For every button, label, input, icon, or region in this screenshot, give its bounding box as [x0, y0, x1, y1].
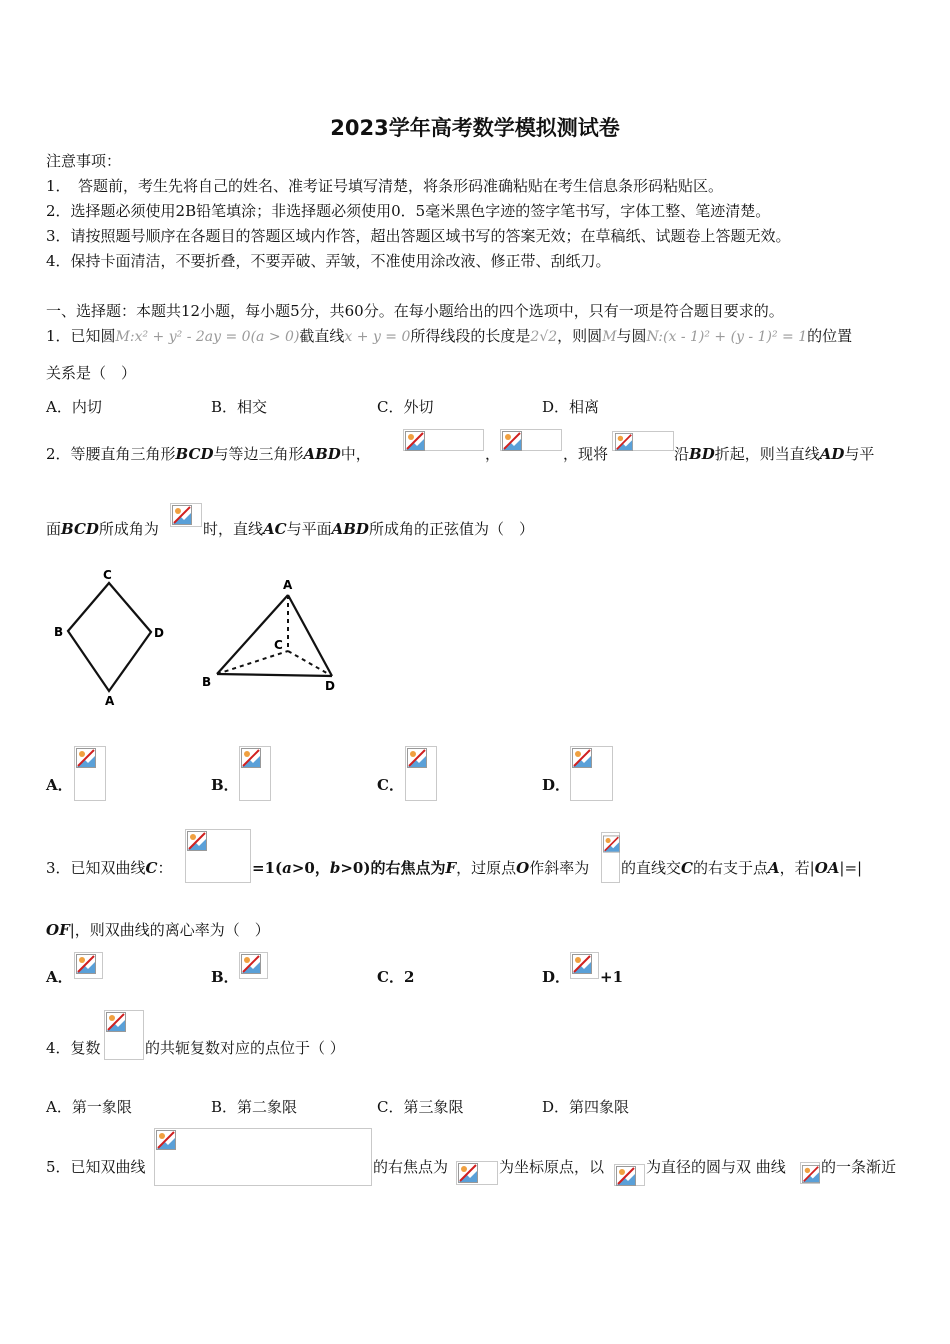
notice-item-3: 3．请按照题号顺序在各题目的答题区域内作答，超出答题区域书写的答案无效；在草稿纸、试题卷上答题无效。 — [46, 227, 791, 245]
q2-option-c: C． — [377, 776, 404, 794]
q3-text: 的直线交 — [621, 859, 682, 877]
q1-text: 1．已知圆 — [46, 327, 116, 345]
q1-option-a: A．内切 — [46, 398, 102, 416]
figure-tetrahedron — [195, 572, 345, 697]
q5-text-d: 为直径的圆与双 曲线 — [646, 1158, 786, 1176]
fig1-label-a: A — [105, 694, 115, 708]
q3-text: ，若| — [779, 859, 815, 877]
q3-text: 作斜率为 — [529, 859, 590, 877]
q3-option-d-suffix: +1 — [600, 968, 624, 986]
q4-option-c: C．第三象限 — [377, 1098, 464, 1116]
q2-line2-a — [46, 519, 159, 539]
fig2-label-c: C — [274, 638, 283, 652]
q2-text-a — [46, 444, 371, 464]
q4-option-d: D．第四象限 — [542, 1098, 630, 1116]
q3-text: >0)的右焦点为 — [340, 859, 446, 877]
broken-image-icon — [570, 746, 613, 801]
q2-text: 折起，则当直线 — [714, 445, 820, 463]
q2-var-bd: BD — [689, 445, 715, 463]
q2-option-b: B． — [211, 776, 239, 794]
q1-line-2: 关系是（ ） — [46, 364, 137, 382]
q3-text: >0， — [291, 859, 330, 877]
q4-option-b: B．第二象限 — [211, 1098, 298, 1116]
fig2-label-a: A — [283, 578, 293, 592]
q1-option-c: C．外切 — [377, 398, 434, 416]
q3-option-a: A． — [46, 968, 73, 986]
q4-text-a: 4．复数 — [46, 1039, 101, 1057]
q3-var-oa: OA — [814, 859, 840, 877]
question-1 — [46, 326, 852, 347]
q1-text: ，则圆 — [557, 327, 603, 345]
broken-image-icon — [601, 832, 620, 883]
q2-var-bcd: BCD — [61, 520, 99, 538]
q3-var-of: OF — [46, 921, 70, 939]
q4-text-b: 的共轭复数对应的点位于（ ） — [145, 1039, 345, 1057]
fig1-label-b: B — [54, 625, 64, 639]
q3-option-d: D． — [542, 968, 571, 986]
q1-math-line: x + y = 0 — [344, 329, 411, 345]
q2-var-bcd: BCD — [175, 445, 214, 463]
broken-image-icon — [612, 431, 674, 451]
q2-text: 与平面 — [286, 520, 332, 538]
q4-option-a: A．第一象限 — [46, 1098, 132, 1116]
q1-text: 的位置 — [807, 327, 853, 345]
q1-text: 截直线 — [299, 327, 345, 345]
q1-text: 与圆 — [616, 327, 647, 345]
q3-text: ： — [157, 859, 173, 877]
q1-math-circle-m: M:x² + y² - 2ay = 0(a > 0) — [115, 329, 300, 345]
q2-text: 所成角的正弦值为（ ） — [368, 520, 534, 538]
fig2-label-b: B — [202, 675, 212, 689]
q2-text: 沿 — [674, 445, 690, 463]
broken-image-icon — [570, 952, 599, 979]
q1-option-d: D．相离 — [542, 398, 600, 416]
broken-image-icon — [403, 429, 484, 451]
q3-text-c — [621, 858, 862, 878]
q3-option-c: C．2 — [377, 968, 415, 986]
q3-text: |，则双曲线的离心率为（ ） — [69, 921, 270, 939]
q3-var-b: b — [329, 859, 341, 877]
broken-image-icon — [456, 1161, 498, 1185]
q3-text: =1( — [252, 859, 283, 877]
q2-var-ac: AC — [263, 520, 287, 538]
q3-text: 的右支于点 — [692, 859, 768, 877]
q3-text-a — [46, 858, 173, 878]
q2-var-ad: AD — [819, 445, 845, 463]
q2-text: 与平 — [844, 445, 875, 463]
broken-image-icon — [239, 952, 268, 979]
broken-image-icon — [614, 1164, 645, 1186]
q2-line2-b — [203, 519, 534, 539]
q3-var-c: C — [681, 859, 693, 877]
broken-image-icon — [104, 1010, 144, 1060]
notice-item-4: 4．保持卡面清洁，不要折叠，不要弄破、弄皱，不准使用涂改液、修正带、刮纸刀。 — [46, 252, 611, 270]
q2-text: 中， — [340, 445, 371, 463]
q3-var-f: F — [445, 859, 457, 877]
figure-square-bcda — [48, 563, 168, 708]
page-title: 2023学年高考数学模拟测试卷 — [330, 116, 620, 140]
q2-text-b — [674, 444, 874, 464]
broken-image-icon — [800, 1162, 820, 1184]
q3-var-c: C — [145, 859, 158, 877]
broken-image-icon — [74, 746, 106, 801]
q2-var-abd: ABD — [303, 445, 341, 463]
q2-text: 时，直线 — [203, 520, 264, 538]
q3-line-2 — [46, 920, 270, 940]
q5-text-a: 5．已知双曲线 — [46, 1158, 146, 1176]
q2-text: 与等边三角形 — [213, 445, 304, 463]
q1-option-b: B．相交 — [211, 398, 268, 416]
broken-image-icon — [154, 1128, 372, 1186]
q2-option-a: A． — [46, 776, 73, 794]
broken-image-icon — [239, 746, 271, 801]
q2-option-d: D． — [542, 776, 571, 794]
q5-text-e: 的一条渐近 — [821, 1158, 897, 1176]
notice-item-2: 2．选择题必须使用2B铅笔填涂；非选择题必须使用0．5毫米黑色字迹的签字笔书写，字体工整、笔迹清楚。 — [46, 202, 771, 220]
q2-text: ， — [485, 445, 501, 463]
notice-heading: 注意事项： — [46, 152, 122, 170]
q3-var-a: a — [282, 859, 292, 877]
q3-text: ，过原点 — [456, 859, 517, 877]
broken-image-icon — [405, 746, 437, 801]
q2-text: 所成角为 — [98, 520, 159, 538]
broken-image-icon — [500, 429, 562, 451]
q3-text: 3．已知双曲线 — [46, 859, 146, 877]
fig2-label-d: D — [325, 679, 335, 693]
q5-text-b: 的右焦点为 — [373, 1158, 449, 1176]
broken-image-icon — [185, 829, 251, 883]
q2-text: 2．等腰直角三角形 — [46, 445, 176, 463]
q3-var-a: A — [767, 859, 780, 877]
q3-text-b — [252, 858, 589, 878]
q1-math-m: M — [602, 329, 617, 345]
q3-var-o: O — [516, 859, 530, 877]
q2-text: ，现将 — [563, 445, 609, 463]
fig1-label-d: D — [154, 626, 164, 640]
q5-text-c: 为坐标原点，以 — [499, 1158, 605, 1176]
section-heading: 一、选择题：本题共12小题，每小题5分，共60分。在每小题给出的四个选项中，只有一项是符合题目要求的。 — [46, 302, 784, 320]
fig1-label-c: C — [103, 568, 112, 582]
notice-item-1: 1． 答题前，考生先将自己的姓名、准考证号填写清楚，将条形码准确粘贴在考生信息条形码粘贴区。 — [46, 177, 724, 195]
q3-option-b: B． — [211, 968, 239, 986]
q1-math-length: 2√2 — [530, 329, 558, 345]
q2-text: 面 — [46, 520, 62, 538]
q3-text: |=| — [839, 859, 863, 877]
broken-image-icon — [170, 503, 202, 527]
broken-image-icon — [74, 952, 103, 979]
q1-text: 所得线段的长度是 — [410, 327, 531, 345]
q1-math-circle-n: N:(x - 1)² + (y - 1)² = 1 — [646, 329, 808, 345]
q2-var-abd: ABD — [331, 520, 369, 538]
